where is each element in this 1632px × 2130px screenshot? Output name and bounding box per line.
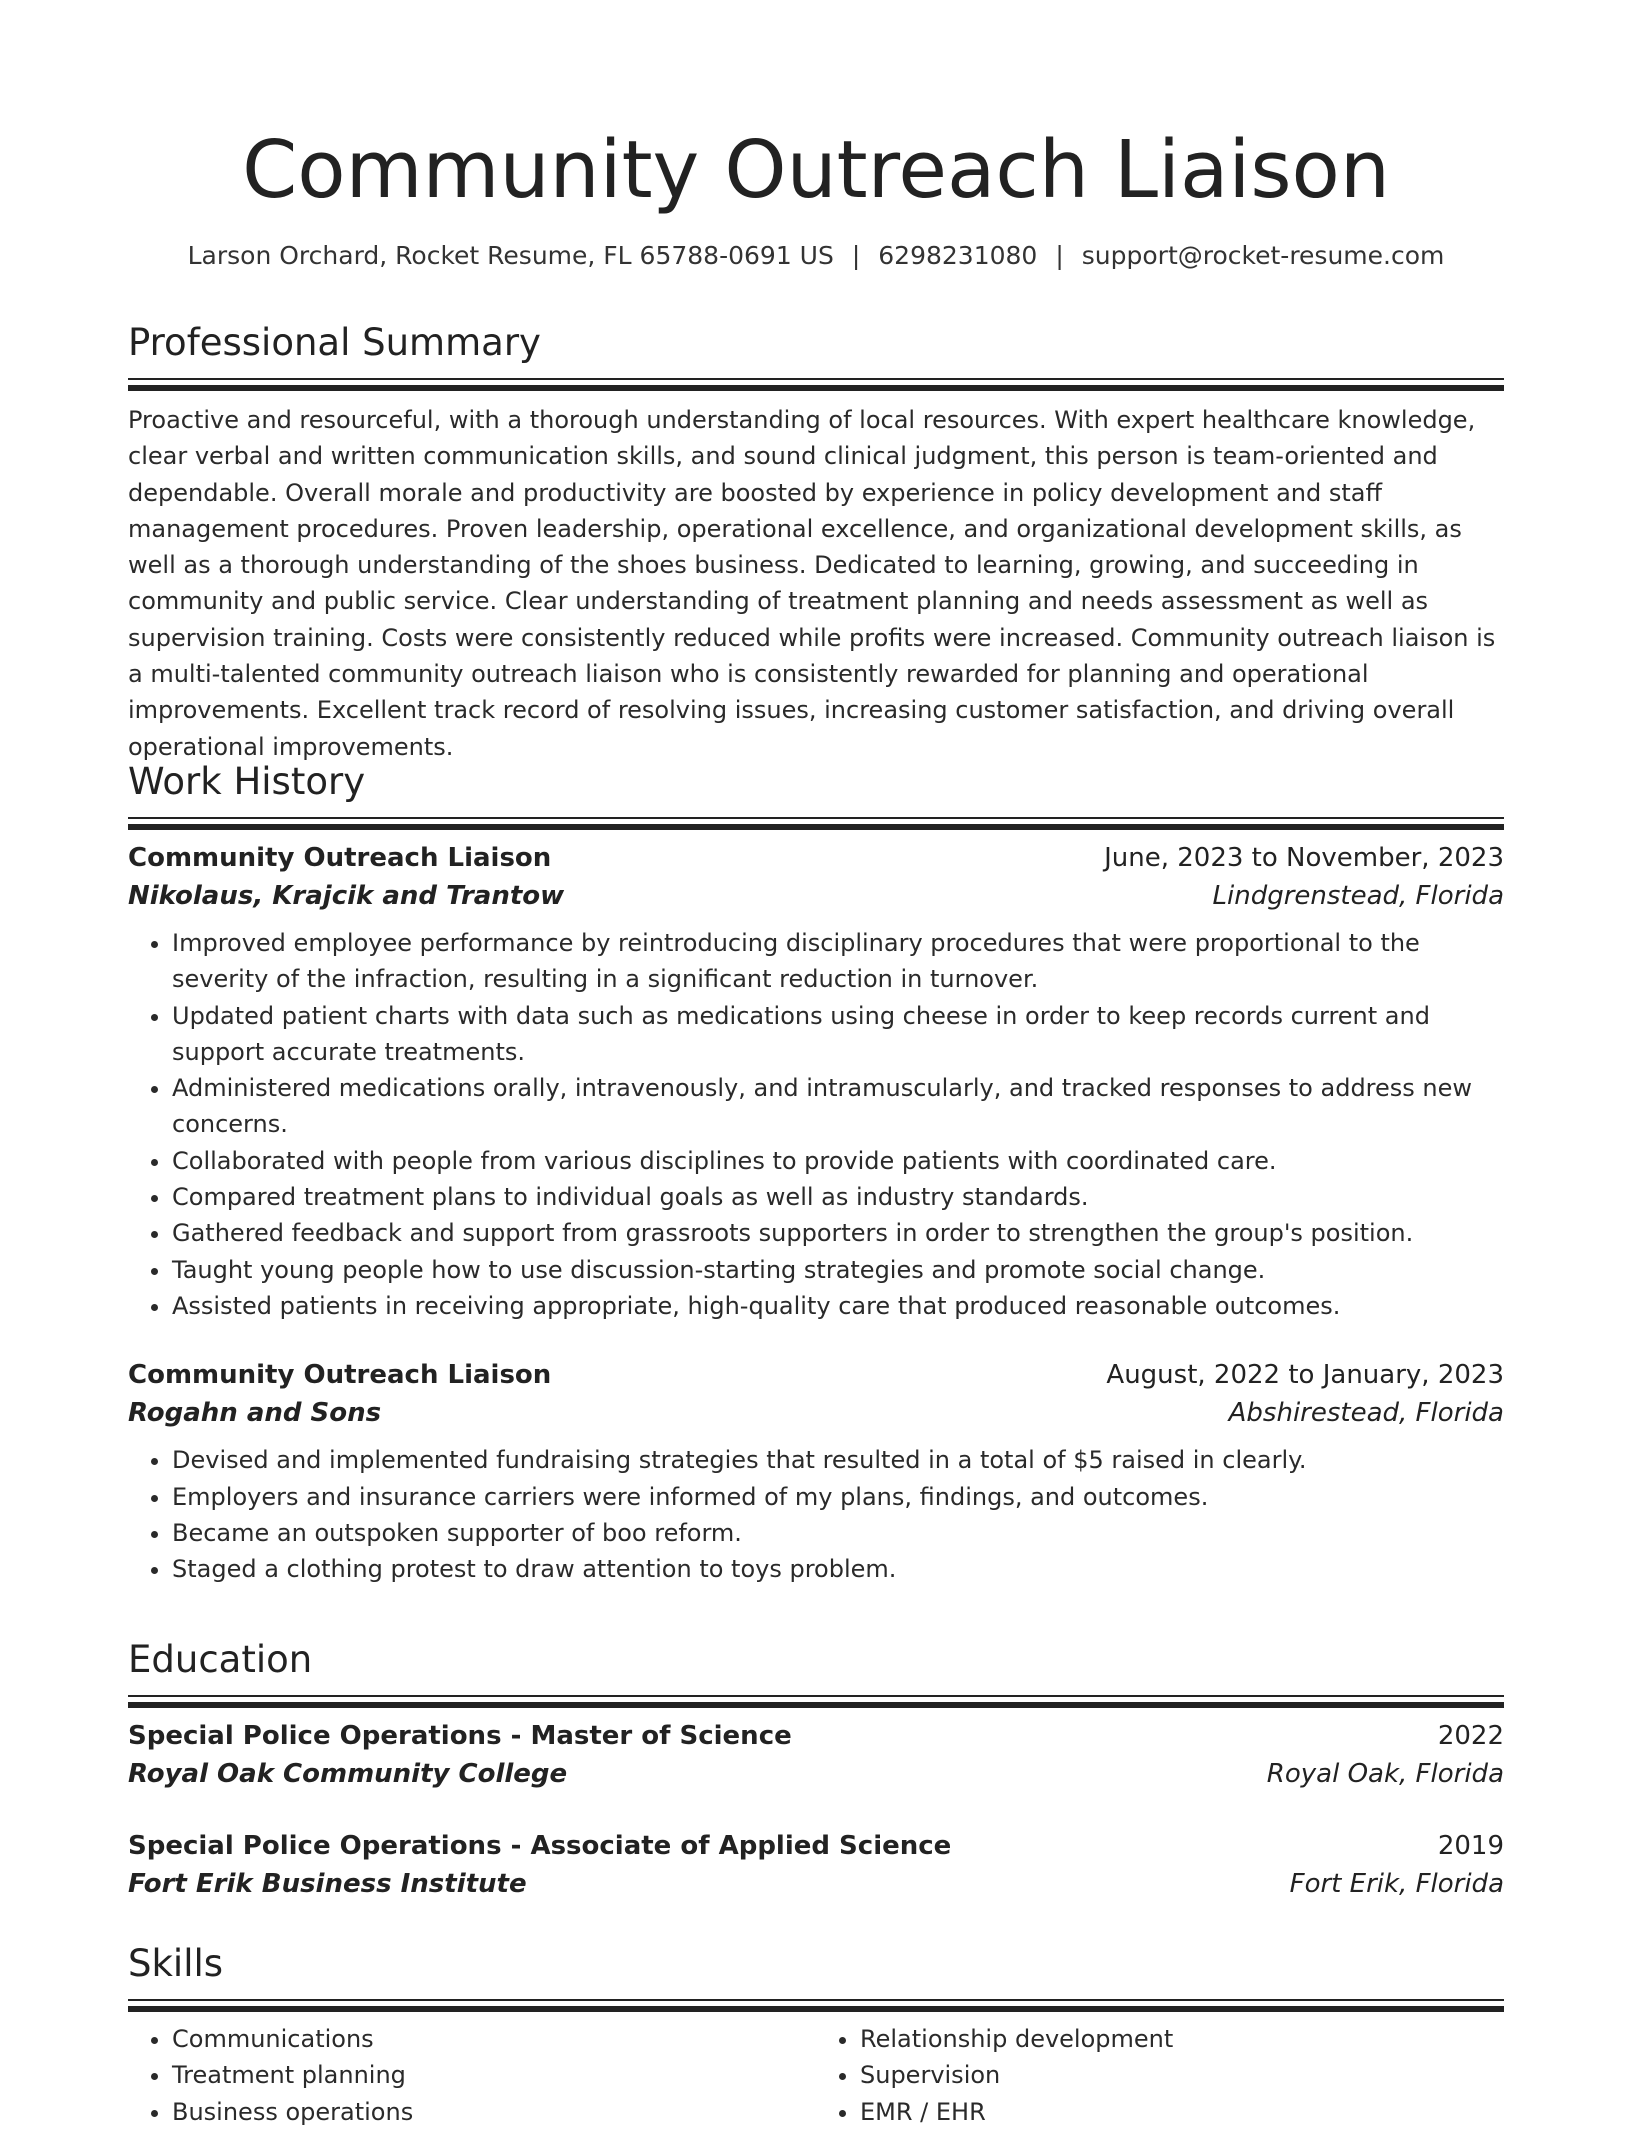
job-dates: June, 2023 to November, 2023 <box>1104 843 1504 873</box>
job-entry <box>128 839 1504 1324</box>
grad-year: 2019 <box>1437 1831 1504 1861</box>
job-subheader <box>128 1394 1504 1432</box>
skills-list-left <box>128 2021 816 2130</box>
job-title: Community Outreach Liaison <box>128 843 552 873</box>
school-location: Fort Erik, Florida <box>1289 1869 1504 1899</box>
skill-item: • Supervision <box>860 2057 1504 2093</box>
skills-grid <box>128 2021 1504 2130</box>
section-divider <box>128 378 1504 392</box>
job-header <box>128 839 1504 877</box>
list-item: • Collaborated with people from various disciplines to provide patients with coordinated care. <box>172 1143 1504 1179</box>
school-location: Royal Oak, Florida <box>1266 1759 1504 1789</box>
education-header <box>128 1827 1504 1865</box>
separator: | <box>1055 241 1064 270</box>
list-item: • Became an outspoken supporter of boo reform. <box>172 1515 1504 1551</box>
skill-item: • Treatment planning <box>172 2057 816 2093</box>
education-entry <box>128 1717 1504 1793</box>
page-title: Community Outreach Liaison <box>242 124 1390 216</box>
job-bullets <box>128 925 1504 1324</box>
work-section <box>128 757 1504 1587</box>
list-item: • Taught young people how to use discussion-starting strategies and promote social change. <box>172 1252 1504 1288</box>
list-item: • Improved employee performance by reintroducing disciplinary procedures that were proportional to the severity of the infraction, resulting in a significant reduction in turnover. <box>172 925 1504 998</box>
education-section <box>128 1635 1504 1903</box>
education-subheader <box>128 1755 1504 1793</box>
skills-list-right <box>816 2021 1504 2130</box>
list-item: • Compared treatment plans to individual goals as well as industry standards. <box>172 1179 1504 1215</box>
list-item: • Staged a clothing protest to draw attention to toys problem. <box>172 1551 1504 1587</box>
job-subheader <box>128 877 1504 915</box>
job-dates: August, 2022 to January, 2023 <box>1106 1360 1504 1391</box>
skill-item: • Relationship development <box>860 2021 1504 2057</box>
email: support@rocket-resume.com <box>1081 241 1445 270</box>
list-item: • Updated patient charts with data such as medications using cheese in order to keep records current and support accurate treatments. <box>172 998 1504 1071</box>
job-title: Community Outreach Liaison <box>128 1360 552 1391</box>
section-heading: Education <box>128 1638 313 1681</box>
skills-section <box>128 1939 1504 2130</box>
job-location: Lindgrenstead, Florida <box>1212 881 1504 911</box>
education-header <box>128 1717 1504 1755</box>
section-heading: Professional Summary <box>128 321 541 364</box>
degree: Special Police Operations - Associate of Applied Science <box>128 1831 952 1861</box>
section-divider <box>128 1999 1504 2013</box>
summary-text: Proactive and resourceful, with a thorough understanding of local resources. With expert healthcare knowledge, clear verbal and written communication skills, and sound clinical judgment, this person is team-oriented and dependable. Overall morale and productivity are boosted by experience in policy development and staff management procedures. Proven leadership, operational excellence, and organizational development skills, as well as a thorough understanding of the shoes business. Dedicated to learning, growing, and succeeding in community and public service. Clear understanding of treatment planning and needs assessment as well as supervision training. Costs were consistently reduced while profits were increased. Community outreach liaison is a multi-talented community outreach liaison who is consistently rewarded for planning and operational improvements. Excellent track record of resolving issues, increasing customer satisfaction, and driving overall operational improvements. <box>128 406 1496 761</box>
skill-item: • Business operations <box>172 2094 816 2130</box>
list-item: • Gathered feedback and support from grassroots supporters in order to strengthen the group's position. <box>172 1215 1504 1251</box>
section-heading: Skills <box>128 1942 224 1985</box>
education-entry <box>128 1827 1504 1903</box>
education-subheader <box>128 1865 1504 1903</box>
list-item: • Employers and insurance carriers were informed of my plans, findings, and outcomes. <box>172 1479 1504 1515</box>
job-company: Rogahn and Sons <box>128 1398 382 1429</box>
summary-section <box>128 318 1504 765</box>
address: Larson Orchard, Rocket Resume, FL 65788-0691 US <box>187 241 834 270</box>
skill-item: • EMR / EHR <box>860 2094 1504 2130</box>
job-company: Nikolaus, Krajcik and Trantow <box>128 881 565 911</box>
section-divider <box>128 817 1504 831</box>
phone: 6298231080 <box>878 241 1038 270</box>
job-entry <box>128 1356 1504 1587</box>
separator: | <box>851 241 861 270</box>
job-bullets <box>128 1442 1504 1587</box>
job-header <box>128 1356 1504 1394</box>
list-item: • Administered medications orally, intravenously, and intramuscularly, and tracked responses to address new concerns. <box>172 1070 1504 1143</box>
section-divider <box>128 1695 1504 1709</box>
job-location: Abshirestead, Florida <box>1228 1398 1504 1429</box>
degree: Special Police Operations - Master of Science <box>128 1721 792 1751</box>
list-item: • Assisted patients in receiving appropriate, high-quality care that produced reasonable outcomes. <box>172 1288 1504 1324</box>
grad-year: 2022 <box>1437 1721 1504 1751</box>
section-heading: Work History <box>128 760 366 803</box>
school: Royal Oak Community College <box>128 1759 568 1789</box>
skill-item: • Communications <box>172 2021 816 2057</box>
list-item: • Devised and implemented fundraising strategies that resulted in a total of $5 raised in clearly. <box>172 1442 1504 1478</box>
school: Fort Erik Business Institute <box>128 1869 527 1899</box>
contact-line <box>0 239 1632 273</box>
